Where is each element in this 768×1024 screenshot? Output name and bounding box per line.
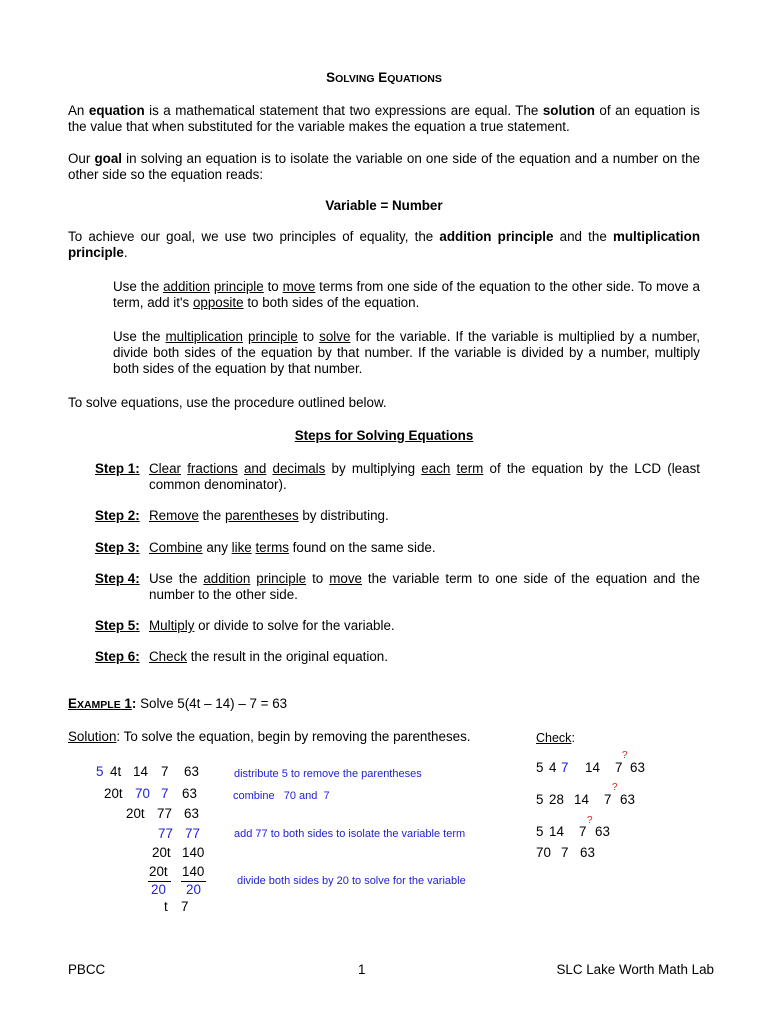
page-number: 1 <box>358 962 366 977</box>
principles-paragraph: To achieve our goal, we use two principles of equality, the addition principle and the multiplication principle. <box>68 229 701 260</box>
footer-right: SLC Lake Worth Math Lab <box>556 962 714 977</box>
footer-left: PBCC <box>68 962 106 977</box>
multiplication-principle-paragraph: Use the multiplication principle to solve for the variable. If the variable is multiplied by a number, divide both sides of the equation by that number. If the variable is divided by a number, multiply both sides of the equation by that number. <box>113 329 700 376</box>
note-combine: combine 70 and 7 <box>233 790 330 802</box>
step-1-text: Clear fractions and decimals by multiplying each term of the equation by the LCD (least common denominator). <box>149 461 700 492</box>
procedure-paragraph: To solve equations, use the procedure outlined below. <box>68 395 387 410</box>
question-mark: ? <box>622 750 628 761</box>
step-2-label: Step 2: <box>95 508 140 523</box>
step-4-label: Step 4: <box>95 571 140 586</box>
step-3-text: Combine any like terms found on the same side. <box>149 540 436 555</box>
step-6-label: Step 6: <box>95 649 140 664</box>
note-add-77: add 77 to both sides to isolate the variable term <box>234 828 466 840</box>
variable-equals-number: Variable = Number <box>325 198 443 213</box>
step-4-text: Use the addition principle to move the variable term to one side of the equation and the number to the other side. <box>149 571 701 602</box>
question-mark: ? <box>587 815 593 826</box>
addition-principle-paragraph: Use the addition principle to move terms from one side of the equation to the other side. To move a term, add it's opposite to both sides of the equation. <box>113 279 700 310</box>
example-heading: EXAMPLE 1: Solve 5(4t – 14) – 7 = 63 <box>68 696 288 711</box>
note-distribute: distribute 5 to remove the parentheses <box>234 768 422 780</box>
question-mark: ? <box>612 782 618 793</box>
page-title: SOLVING EQUATIONS <box>326 70 442 85</box>
note-divide: divide both sides by 20 to solve for the variable <box>237 875 466 887</box>
step-5-label: Step 5: <box>95 618 140 633</box>
goal-paragraph: Our goal in solving an equation is to isolate the variable on one side of the equation and a number on the other side so the equation reads: <box>68 151 700 182</box>
step-2-text: Remove the parentheses by distributing. <box>149 508 389 523</box>
steps-heading: Steps for Solving Equations <box>294 428 474 443</box>
step-5-text: Multiply or divide to solve for the variable. <box>149 618 395 633</box>
definition-paragraph: An equation is a mathematical statement that two expressions are equal. The solution of an equation is the value that when substituted for the variable makes the equation a true statement. <box>68 103 700 134</box>
check-label: Check: <box>536 731 575 745</box>
step-1-label: Step 1: <box>95 461 140 476</box>
solution-line: Solution: To solve the equation, begin by removing the parentheses. <box>68 729 471 744</box>
step-3-label: Step 3: <box>95 540 140 555</box>
step-6-text: Check the result in the original equation. <box>149 649 388 664</box>
